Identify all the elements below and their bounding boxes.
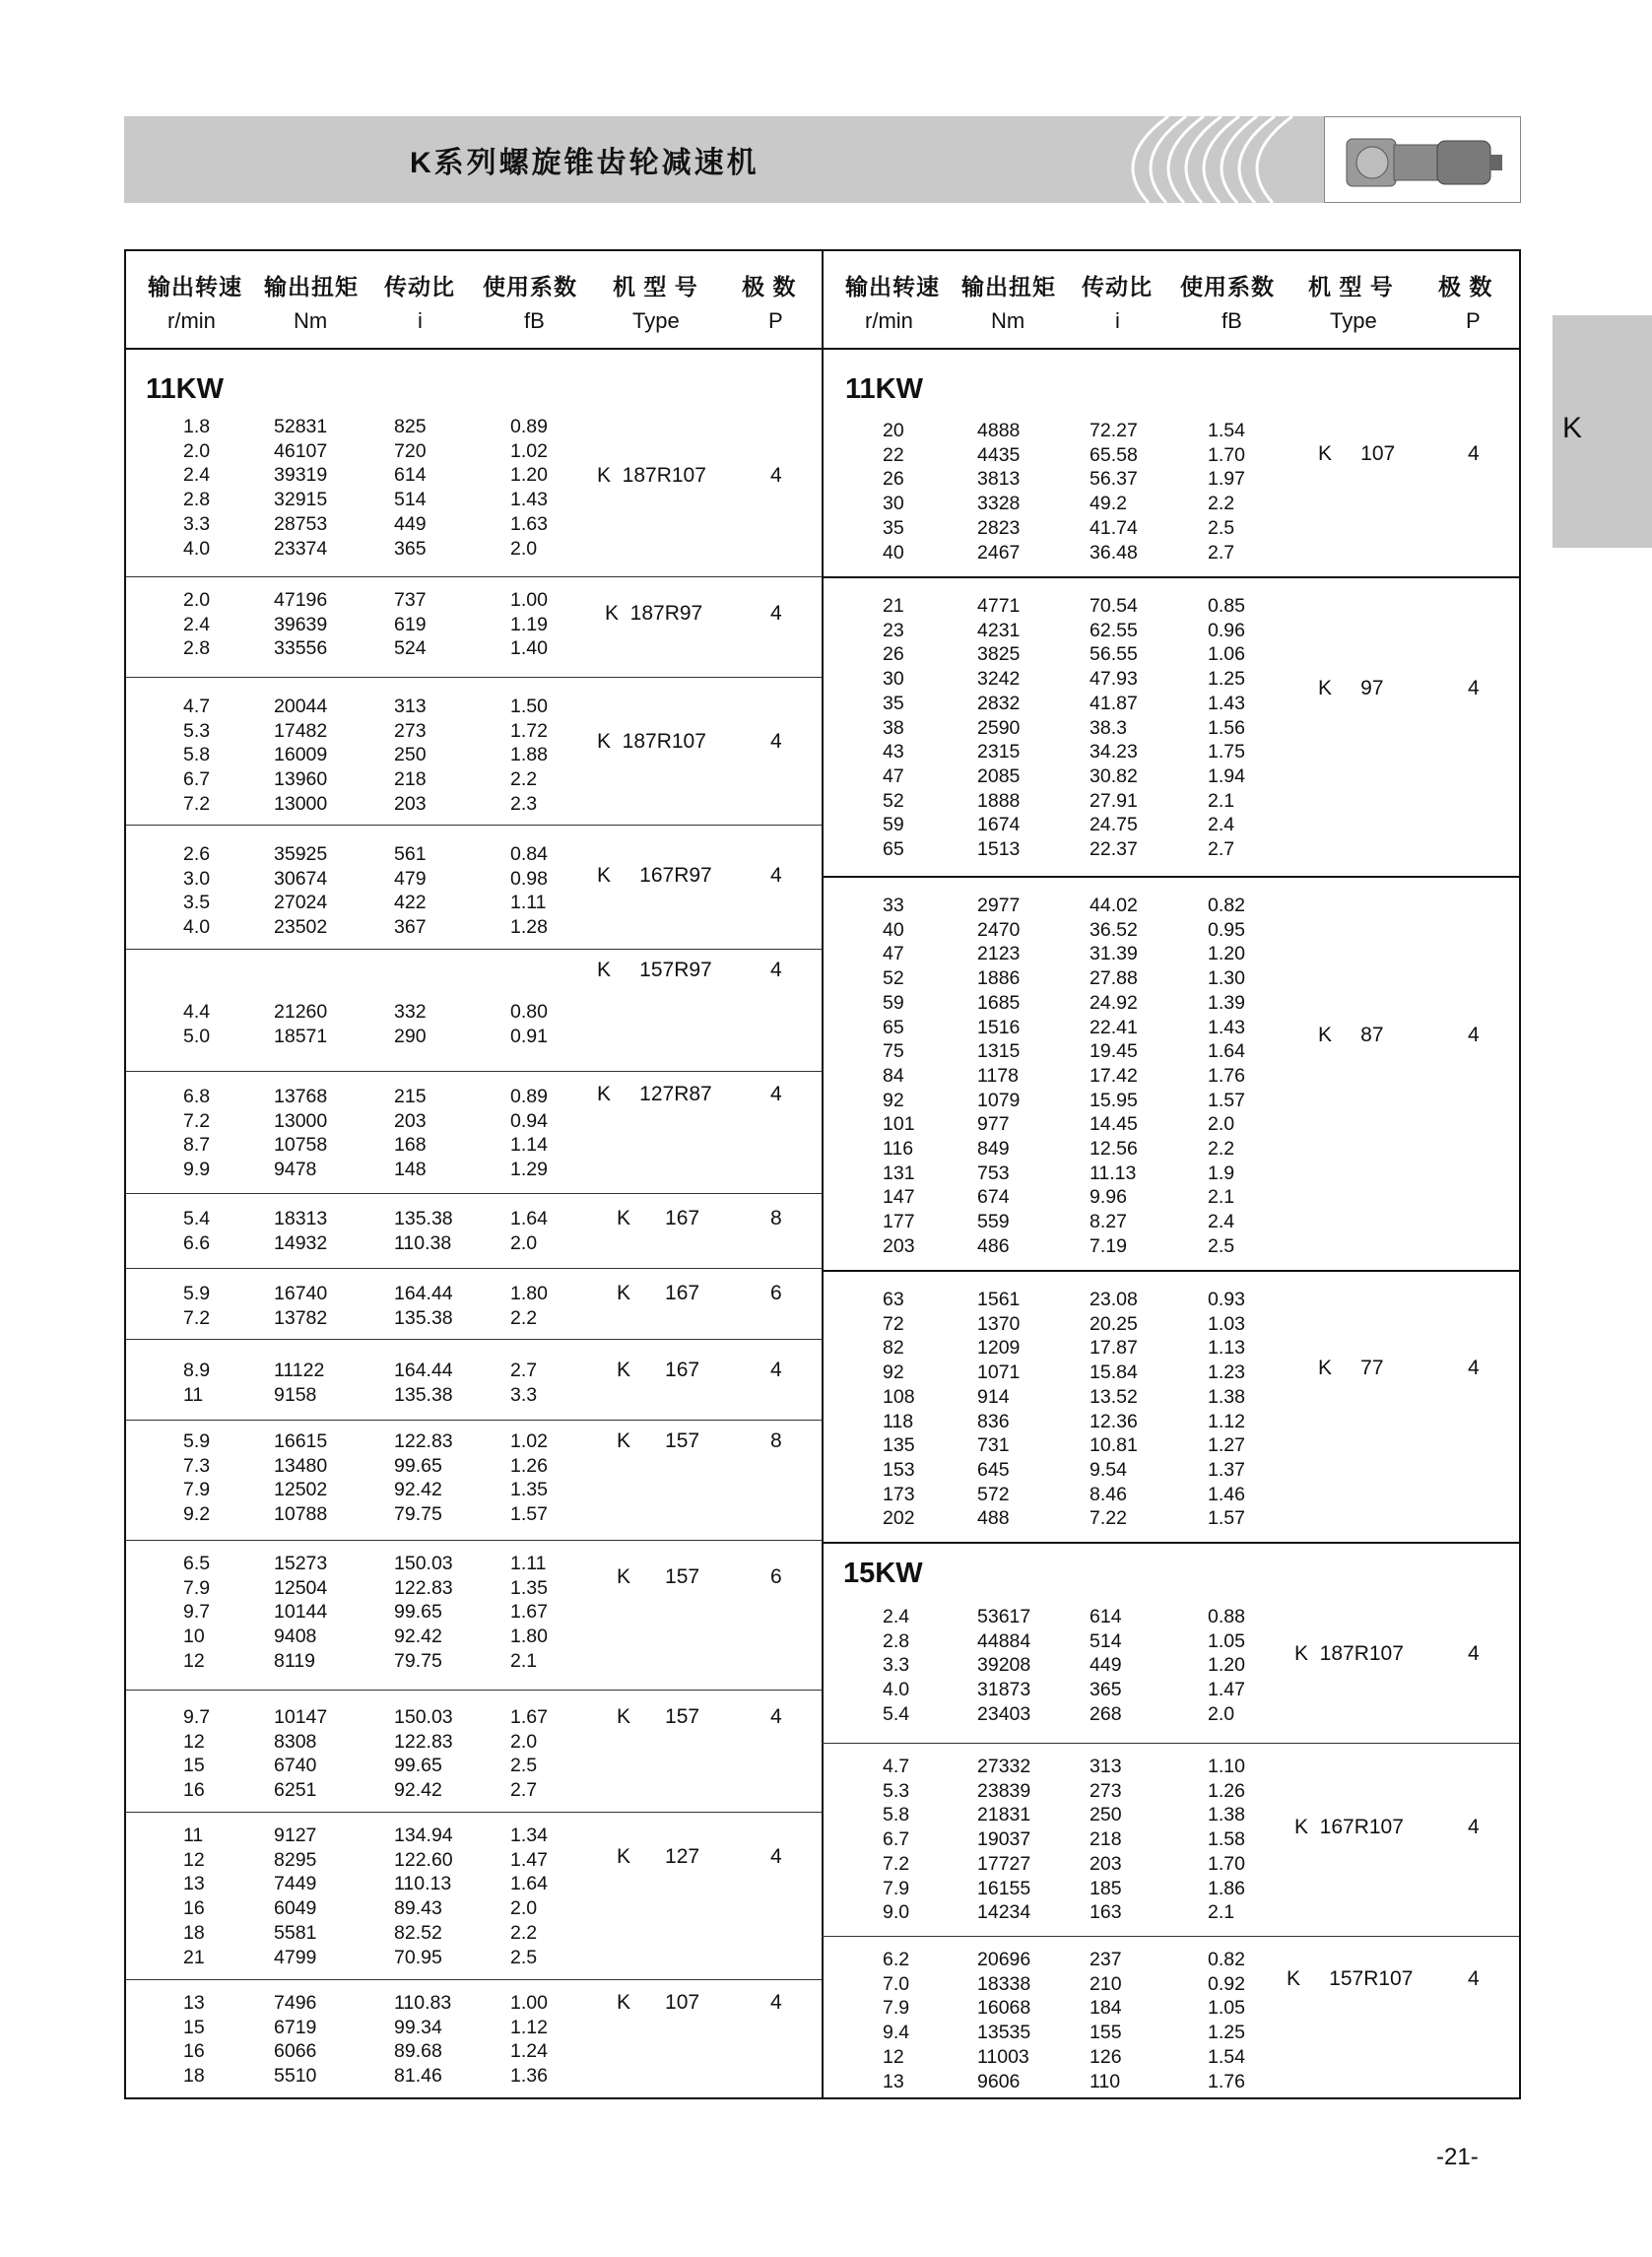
header-torque: 输出扭矩: [264, 274, 359, 299]
speed-values: 1.8 2.0 2.4 2.8 3.3 4.0: [183, 416, 211, 560]
type-label: K 77: [1318, 1357, 1384, 1379]
poles-value: 4: [1468, 1024, 1480, 1046]
unit-type: Type: [1330, 308, 1377, 333]
speed-values: 6.2 7.0 7.9 9.4 12 13: [883, 1949, 910, 2092]
factor-values: 1.11 1.35 1.67 1.80 2.1: [510, 1553, 548, 1672]
ratio-values: 614 514 449 365 268: [1090, 1606, 1122, 1725]
page-title: K系列螺旋锥齿轮减速机: [410, 147, 760, 179]
ratio-values: 70.54 62.55 56.55 47.93 41.87 38.3 34.23 30.82 27.91 24.75 22.37: [1090, 595, 1138, 861]
poles-value: 8: [770, 1429, 782, 1452]
torque-values: 13768 13000 10758 9478: [274, 1086, 328, 1181]
torque-values: 10147 8308 6740 6251: [274, 1706, 328, 1802]
type-label: K 187R107: [1294, 1642, 1404, 1665]
ratio-values: 237 210 184 155 126 110: [1090, 1949, 1122, 2092]
speed-values: 5.4 6.6: [183, 1208, 211, 1254]
poles-value: 4: [1468, 442, 1480, 465]
group-rule: [126, 1540, 822, 1541]
group-rule: [822, 1270, 1519, 1272]
factor-values: 0.80 0.91: [510, 1001, 548, 1047]
power-label: 15KW: [843, 1558, 923, 1589]
poles-value: 4: [1468, 1967, 1480, 1990]
speed-values: 4.4 5.0: [183, 1001, 211, 1047]
torque-values: 18313 14932: [274, 1208, 328, 1254]
factor-values: 1.02 1.26 1.35 1.57: [510, 1430, 548, 1526]
torque-values: 16740 13782: [274, 1283, 328, 1329]
side-tab: [1553, 315, 1652, 548]
ratio-values: 215 203 168 148: [394, 1086, 427, 1181]
ratio-values: 150.03 122.83 99.65 92.42 79.75: [394, 1553, 453, 1672]
factor-values: 1.54 1.70 1.97 2.2 2.5 2.7: [1208, 420, 1245, 564]
group-rule: [822, 1542, 1519, 1544]
poles-value: 4: [770, 730, 782, 753]
group-rule: [126, 1979, 822, 1980]
factor-values: 1.80 2.2: [510, 1283, 548, 1329]
torque-values: 11122 9158: [274, 1360, 325, 1406]
ratio-values: 134.94 122.60 110.13 89.43 82.52 70.95: [394, 1825, 453, 1968]
ratio-values: 561 479 422 367: [394, 843, 427, 939]
factor-values: 0.82 0.92 1.05 1.25 1.54 1.76: [1208, 1949, 1245, 2092]
speed-values: 21 23 26 30 35 38 43 47 52 59 65: [883, 595, 904, 861]
type-label: K 157: [617, 1565, 700, 1588]
torque-values: 4888 4435 3813 3328 2823 2467: [977, 420, 1021, 564]
unit-ratio: i: [418, 308, 423, 333]
ratio-values: 110.83 99.34 89.68 81.46: [394, 1992, 452, 2088]
group-rule: [126, 949, 822, 950]
group-rule: [126, 1420, 822, 1421]
factor-values: 0.93 1.03 1.13 1.23 1.38 1.12 1.27 1.37 1.46 1.57: [1208, 1289, 1245, 1530]
factor-values: 1.50 1.72 1.88 2.2 2.3: [510, 696, 548, 815]
speed-values: 4.7 5.3 5.8 6.7 7.2: [183, 696, 211, 815]
header-ratio: 传动比: [1082, 274, 1153, 299]
torque-values: 52831 46107 39319 32915 28753 23374: [274, 416, 328, 560]
factor-values: 0.88 1.05 1.20 1.47 2.0: [1208, 1606, 1245, 1725]
torque-values: 4771 4231 3825 3242 2832 2590 2315 2085 1888 1674 1513: [977, 595, 1021, 861]
speed-values: 6.5 7.9 9.7 10 12: [183, 1553, 211, 1672]
torque-values: 16615 13480 12502 10788: [274, 1430, 328, 1526]
torque-values: 7496 6719 6066 5510: [274, 1992, 317, 2088]
ratio-values: 23.08 20.25 17.87 15.84 13.52 12.36 10.81 9.54 8.46 7.22: [1090, 1289, 1138, 1530]
ratio-values: 164.44 135.38: [394, 1360, 453, 1406]
ratio-values: 332 290: [394, 1001, 427, 1047]
factor-values: 1.64 2.0: [510, 1208, 548, 1254]
torque-values: 2977 2470 2123 1886 1685 1516 1315 1178 1079 977 849 753 674 559 486: [977, 895, 1021, 1257]
header-ratio: 传动比: [384, 274, 455, 299]
group-rule: [126, 1071, 822, 1072]
speed-values: 5.9 7.2: [183, 1283, 211, 1329]
header-type: 机 型 号: [613, 274, 698, 299]
unit-speed: r/min: [865, 308, 913, 333]
type-label: K 187R107: [597, 730, 706, 753]
speed-values: 2.6 3.0 3.5 4.0: [183, 843, 211, 939]
speed-values: 8.9 11: [183, 1360, 211, 1406]
factor-values: 1.00 1.12 1.24 1.36: [510, 1992, 548, 2088]
header-poles: 极 数: [1438, 274, 1493, 299]
poles-value: 4: [770, 1705, 782, 1728]
ratio-values: 135.38 110.38: [394, 1208, 453, 1254]
group-rule: [126, 1690, 822, 1691]
speed-values: 2.4 2.8 3.3 4.0 5.4: [883, 1606, 910, 1725]
poles-value: 8: [770, 1207, 782, 1229]
side-tab-label: K: [1562, 412, 1583, 444]
spec-table: [124, 249, 1521, 2099]
type-label: K 97: [1318, 677, 1384, 699]
factor-values: 1.00 1.19 1.40: [510, 589, 548, 660]
poles-value: 4: [770, 1845, 782, 1868]
column-divider: [822, 251, 824, 2097]
poles-value: 4: [770, 602, 782, 625]
torque-values: 20696 18338 16068 13535 11003 9606: [977, 1949, 1031, 2092]
type-label: K 127: [617, 1845, 700, 1868]
ratio-values: 122.83 99.65 92.42 79.75: [394, 1430, 453, 1526]
type-label: K 167: [617, 1359, 700, 1381]
unit-torque: Nm: [294, 308, 328, 333]
type-label: K 167R97: [597, 864, 712, 887]
type-label: K 167R107: [1294, 1816, 1404, 1838]
type-label: K 167: [617, 1207, 700, 1229]
header-speed: 输出转速: [845, 274, 940, 299]
group-rule: [126, 576, 822, 577]
decorative-arcs: [124, 116, 1521, 203]
poles-value: 4: [770, 1359, 782, 1381]
type-label: K 187R107: [597, 464, 706, 487]
poles-value: 4: [1468, 1357, 1480, 1379]
factor-values: 0.89 0.94 1.14 1.29: [510, 1086, 548, 1181]
header-speed: 输出转速: [148, 274, 242, 299]
speed-values: 63 72 82 92 108 118 135 153 173 202: [883, 1289, 915, 1530]
torque-values: 27332 23839 21831 19037 17727 16155 14234: [977, 1756, 1031, 1924]
type-label: K 187R97: [605, 602, 703, 625]
speed-values: 5.9 7.3 7.9 9.2: [183, 1430, 211, 1526]
factor-values: 1.67 2.0 2.5 2.7: [510, 1706, 548, 1802]
speed-values: 33 40 47 52 59 65 75 84 92 101 116 131 147 177 203: [883, 895, 915, 1257]
torque-values: 53617 44884 39208 31873 23403: [977, 1606, 1031, 1725]
factor-values: 2.7 3.3: [510, 1360, 538, 1406]
unit-poles: P: [1466, 308, 1481, 333]
type-label: K 127R87: [597, 1083, 712, 1105]
type-label: K 107: [1318, 442, 1396, 465]
torque-values: 47196 39639 33556: [274, 589, 328, 660]
type-label: K 157R97: [597, 959, 712, 981]
ratio-values: 313 273 250 218 203: [394, 696, 427, 815]
torque-values: 20044 17482 16009 13960 13000: [274, 696, 328, 815]
unit-speed: r/min: [167, 308, 216, 333]
group-rule: [822, 576, 1519, 578]
torque-values: 1561 1370 1209 1071 914 836 731 645 572 488: [977, 1289, 1021, 1530]
factor-values: 0.85 0.96 1.06 1.25 1.43 1.56 1.75 1.94 2.1 2.4 2.7: [1208, 595, 1245, 861]
group-rule: [126, 825, 822, 826]
poles-value: 4: [1468, 1642, 1480, 1665]
speed-values: 9.7 12 15 16: [183, 1706, 211, 1802]
factor-values: 1.34 1.47 1.64 2.0 2.2 2.5: [510, 1825, 548, 1968]
ratio-values: 737 619 524: [394, 589, 427, 660]
speed-values: 2.0 2.4 2.8: [183, 589, 211, 660]
group-rule: [126, 677, 822, 678]
factor-values: 1.10 1.26 1.38 1.58 1.70 1.86 2.1: [1208, 1756, 1245, 1924]
header-banner: [124, 116, 1521, 203]
power-label: 11KW: [845, 373, 923, 405]
poles-value: 4: [770, 1991, 782, 2014]
poles-value: 6: [770, 1282, 782, 1304]
group-rule: [126, 1339, 822, 1340]
unit-poles: P: [768, 308, 783, 333]
ratio-values: 44.02 36.52 31.39 27.88 24.92 22.41 19.45 17.42 15.95 14.45 12.56 11.13 9.96 8.27 7.19: [1090, 895, 1138, 1257]
poles-value: 4: [1468, 1816, 1480, 1838]
factor-values: 0.84 0.98 1.11 1.28: [510, 843, 548, 939]
page-number: -21-: [1436, 2144, 1479, 2170]
poles-value: 4: [770, 864, 782, 887]
speed-values: 4.7 5.3 5.8 6.7 7.2 7.9 9.0: [883, 1756, 910, 1924]
torque-values: 9127 8295 7449 6049 5581 4799: [274, 1825, 317, 1968]
type-label: K 157: [617, 1429, 700, 1452]
unit-factor: fB: [524, 308, 545, 333]
group-rule: [822, 1936, 1519, 1937]
type-label: K 167: [617, 1282, 700, 1304]
poles-value: 4: [770, 1083, 782, 1105]
header-poles: 极 数: [742, 274, 797, 299]
unit-type: Type: [632, 308, 680, 333]
speed-values: 6.8 7.2 8.7 9.9: [183, 1086, 211, 1181]
group-rule: [126, 1193, 822, 1194]
ratio-values: 164.44 135.38: [394, 1283, 453, 1329]
group-rule: [126, 1812, 822, 1813]
ratio-values: 72.27 65.58 56.37 49.2 41.74 36.48: [1090, 420, 1138, 564]
speed-values: 13 15 16 18: [183, 1992, 205, 2088]
group-rule: [126, 1268, 822, 1269]
torque-values: 21260 18571: [274, 1001, 328, 1047]
header-torque: 输出扭矩: [961, 274, 1056, 299]
poles-value: 4: [770, 464, 782, 487]
poles-value: 4: [1468, 677, 1480, 699]
type-label: K 107: [617, 1991, 700, 2014]
unit-factor: fB: [1222, 308, 1242, 333]
header-type: 机 型 号: [1308, 274, 1394, 299]
ratio-values: 150.03 122.83 99.65 92.42: [394, 1706, 453, 1802]
speed-values: 20 22 26 30 35 40: [883, 420, 904, 564]
header-factor: 使用系数: [1180, 274, 1275, 299]
group-rule: [822, 1743, 1519, 1744]
header-rule: [126, 348, 1519, 350]
product-image-box: [1324, 116, 1521, 203]
type-label: K 157: [617, 1705, 700, 1728]
power-label: 11KW: [146, 373, 224, 405]
type-label: K 157R107: [1287, 1967, 1414, 1990]
ratio-values: 313 273 250 218 203 185 163: [1090, 1756, 1122, 1924]
unit-torque: Nm: [991, 308, 1025, 333]
speed-values: 11 12 13 16 18 21: [183, 1825, 205, 1968]
group-rule: [822, 876, 1519, 878]
torque-values: 15273 12504 10144 9408 8119: [274, 1553, 328, 1672]
poles-value: 6: [770, 1565, 782, 1588]
gear-reducer-icon: [1333, 121, 1506, 198]
factor-values: 0.82 0.95 1.20 1.30 1.39 1.43 1.64 1.76 1.57 2.0 2.2 1.9 2.1 2.4 2.5: [1208, 895, 1245, 1257]
factor-values: 0.89 1.02 1.20 1.43 1.63 2.0: [510, 416, 548, 560]
header-factor: 使用系数: [483, 274, 577, 299]
unit-ratio: i: [1115, 308, 1120, 333]
ratio-values: 825 720 614 514 449 365: [394, 416, 427, 560]
poles-value: 4: [770, 959, 782, 981]
type-label: K 87: [1318, 1024, 1384, 1046]
torque-values: 35925 30674 27024 23502: [274, 843, 328, 939]
